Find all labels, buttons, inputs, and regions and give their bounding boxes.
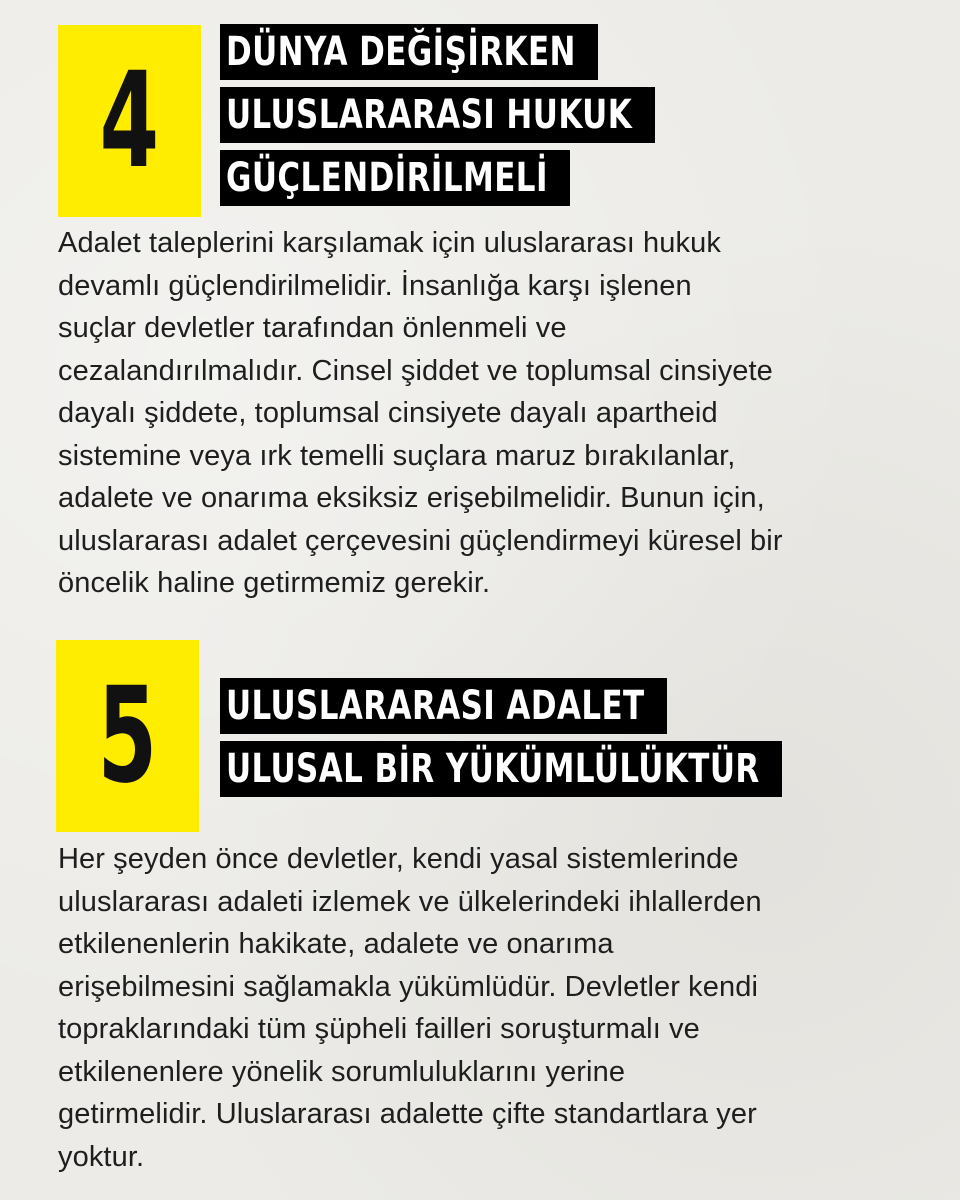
body-line: Her şeyden önce devletler, kendi yasal sistemlerinde: [58, 843, 739, 875]
section-title: [220, 24, 655, 206]
section-number: 5: [97, 659, 158, 813]
body-line: topraklarındaki tüm şüpheli failleri soruşturmalı ve: [58, 1013, 700, 1045]
body-line: cezalandırılmalıdır. Cinsel şiddet ve toplumsal cinsiyete: [58, 354, 773, 387]
section-number: 4: [99, 44, 160, 198]
body-line: devamlı güçlendirilmelidir. İnsanlığa karşı işlenen: [58, 269, 692, 302]
section-number-box: [58, 25, 201, 217]
section-title-line: ULUSLARARASI HUKUK: [220, 87, 655, 143]
body-line: erişebilmesini sağlamakla yükümlüdür. Devletler kendi: [58, 970, 758, 1003]
section-body: [58, 222, 938, 605]
body-line: sistemine veya ırk temelli suçlara maruz bırakılanlar,: [58, 439, 736, 472]
section-title: [220, 678, 782, 797]
section-title-line: DÜNYA DEĞİŞİRKEN: [220, 24, 598, 80]
body-line: adalete ve onarıma eksiksiz erişebilmelidir. Bunun için,: [58, 482, 765, 514]
section-title-line: GÜÇLENDİRİLMELİ: [220, 150, 570, 206]
section-title-line: ULUSAL BİR YÜKÜMLÜLÜKTÜR: [220, 741, 782, 797]
body-line: getirmelidir. Uluslararası adalette çifte standartlara yer: [58, 1098, 757, 1130]
body-line: etkilenenlere yönelik sorumluluklarını yerine: [58, 1055, 626, 1088]
body-line: Adalet taleplerini karşılamak için uluslararası hukuk: [58, 227, 721, 259]
section-title-line: ULUSLARARASI ADALET: [220, 678, 667, 734]
body-line: suçlar devletler tarafından önlenmeli ve: [58, 312, 567, 344]
body-line: yoktur.: [58, 1140, 145, 1173]
body-line: dayalı şiddete, toplumsal cinsiyete dayalı apartheid: [58, 397, 718, 429]
body-line: uluslararası adaleti izlemek ve ülkelerindeki ihlallerden: [58, 885, 762, 918]
body-line: uluslararası adalet çerçevesini güçlendirmeyi küresel bir: [58, 524, 783, 557]
body-line: öncelik haline getirmemiz gerekir.: [58, 567, 491, 599]
section-number-box: [56, 640, 199, 832]
section-body: [58, 838, 938, 1178]
body-line: etkilenenlerin hakikate, adalete ve onarıma: [58, 928, 614, 960]
